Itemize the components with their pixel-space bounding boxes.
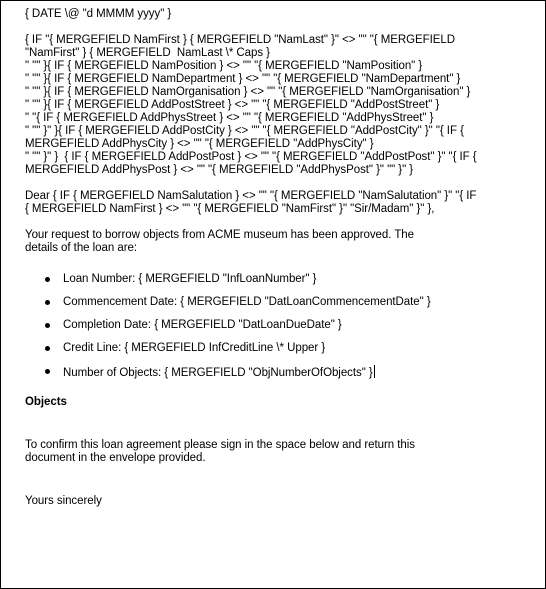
list-item [25, 319, 535, 342]
credit-line-item: Credit Line: { MERGEFIELD InfCreditLine \* Upper } [63, 342, 326, 354]
address-line: " "" }" }{ IF { MERGEFIELD AddPostCity } <> "" "{ MERGEFIELD "AddPostCity" }" "{ IF { [25, 125, 464, 137]
intro-line: Your request to borrow objects from ACME museum has been approved. The [25, 229, 414, 241]
list-item [25, 365, 535, 388]
address-line: { IF "{ MERGEFIELD NamFirst } { MERGEFIELD "NamLast" }" <> "" "{ MERGEFIELD [25, 34, 455, 46]
salutation-line: { MERGEFIELD NamFirst } <> "" "{ MERGEFIELD "NamFirst" }" "Sir/Madam" }" }, [25, 203, 435, 215]
address-line: " "" }{ IF { MERGEFIELD AddPostStreet } <> "" "{ MERGEFIELD "AddPostStreet" } [25, 99, 440, 111]
bullet-icon [45, 346, 50, 351]
date-field: { DATE \@ "d MMMM yyyy" } [25, 8, 172, 20]
bullet-icon [45, 277, 50, 282]
list-item [25, 342, 535, 365]
address-block [25, 34, 535, 177]
completion-date-item: Completion Date: { MERGEFIELD "DatLoanDueDate" } [63, 319, 342, 331]
list-item [25, 296, 535, 319]
spacer [25, 216, 535, 229]
text-cursor [374, 365, 375, 378]
bullet-icon [45, 369, 50, 374]
commencement-date-item: Commencement Date: { MERGEFIELD "DatLoanCommencementDate" } [63, 296, 431, 308]
bullet-icon [45, 300, 50, 305]
objects-heading: Objects [25, 396, 67, 408]
address-line: MERGEFIELD AddPhysPost } <> "" "{ MERGEFIELD "AddPhysPost" }" "" }" } [25, 164, 414, 176]
spacer [25, 177, 535, 190]
document-body[interactable] [25, 8, 535, 508]
spacer [25, 465, 535, 495]
loan-number-item: Loan Number: { MERGEFIELD "InfLoanNumber" } [63, 273, 317, 285]
address-line: " "" }{ IF { MERGEFIELD NamDepartment } <> "" "{ MERGEFIELD "NamDepartment" } [25, 73, 461, 85]
confirm-line: To confirm this loan agreement please sign in the space below and return this [25, 439, 415, 451]
spacer [25, 409, 535, 439]
address-line: " "" }" } { IF { MERGEFIELD AddPostPost } <> "" "{ MERGEFIELD "AddPostPost" }" "{ IF { [25, 151, 477, 163]
address-line: MERGEFIELD AddPhysCity } <> "" "{ MERGEFIELD "AddPhysCity" } [25, 138, 374, 150]
closing-line: Yours sincerely [25, 495, 102, 507]
number-of-objects-item: Number of Objects: { MERGEFIELD "ObjNumberOfObjects" } [63, 367, 373, 379]
loan-details-list [25, 273, 535, 388]
address-line: " "" }{ IF { MERGEFIELD NamPosition } <> "" "{ MERGEFIELD "NamPosition" } [25, 60, 423, 72]
salutation-line: Dear { IF { MERGEFIELD NamSalutation } <> "" "{ MERGEFIELD "NamSalutation" }" "{ IF [25, 190, 477, 202]
intro-paragraph [25, 229, 535, 255]
address-line: " "{ IF { MERGEFIELD AddPhysStreet } <> "" "{ MERGEFIELD "AddPhysStreet" } [25, 112, 434, 124]
spacer [25, 388, 535, 396]
address-line: " "" }{ IF { MERGEFIELD NamOrganisation } <> "" "{ MERGEFIELD "NamOrganisation" } [25, 86, 471, 98]
intro-line: details of the loan are: [25, 242, 137, 254]
spacer [25, 255, 535, 273]
confirm-line: document in the envelope provided. [25, 452, 206, 464]
bullet-icon [45, 323, 50, 328]
list-item [25, 273, 535, 296]
salutation [25, 190, 535, 216]
spacer [25, 21, 535, 34]
address-line: "NamFirst" } { MERGEFIELD NamLast \* Caps } [25, 47, 270, 59]
confirm-paragraph [25, 439, 535, 465]
